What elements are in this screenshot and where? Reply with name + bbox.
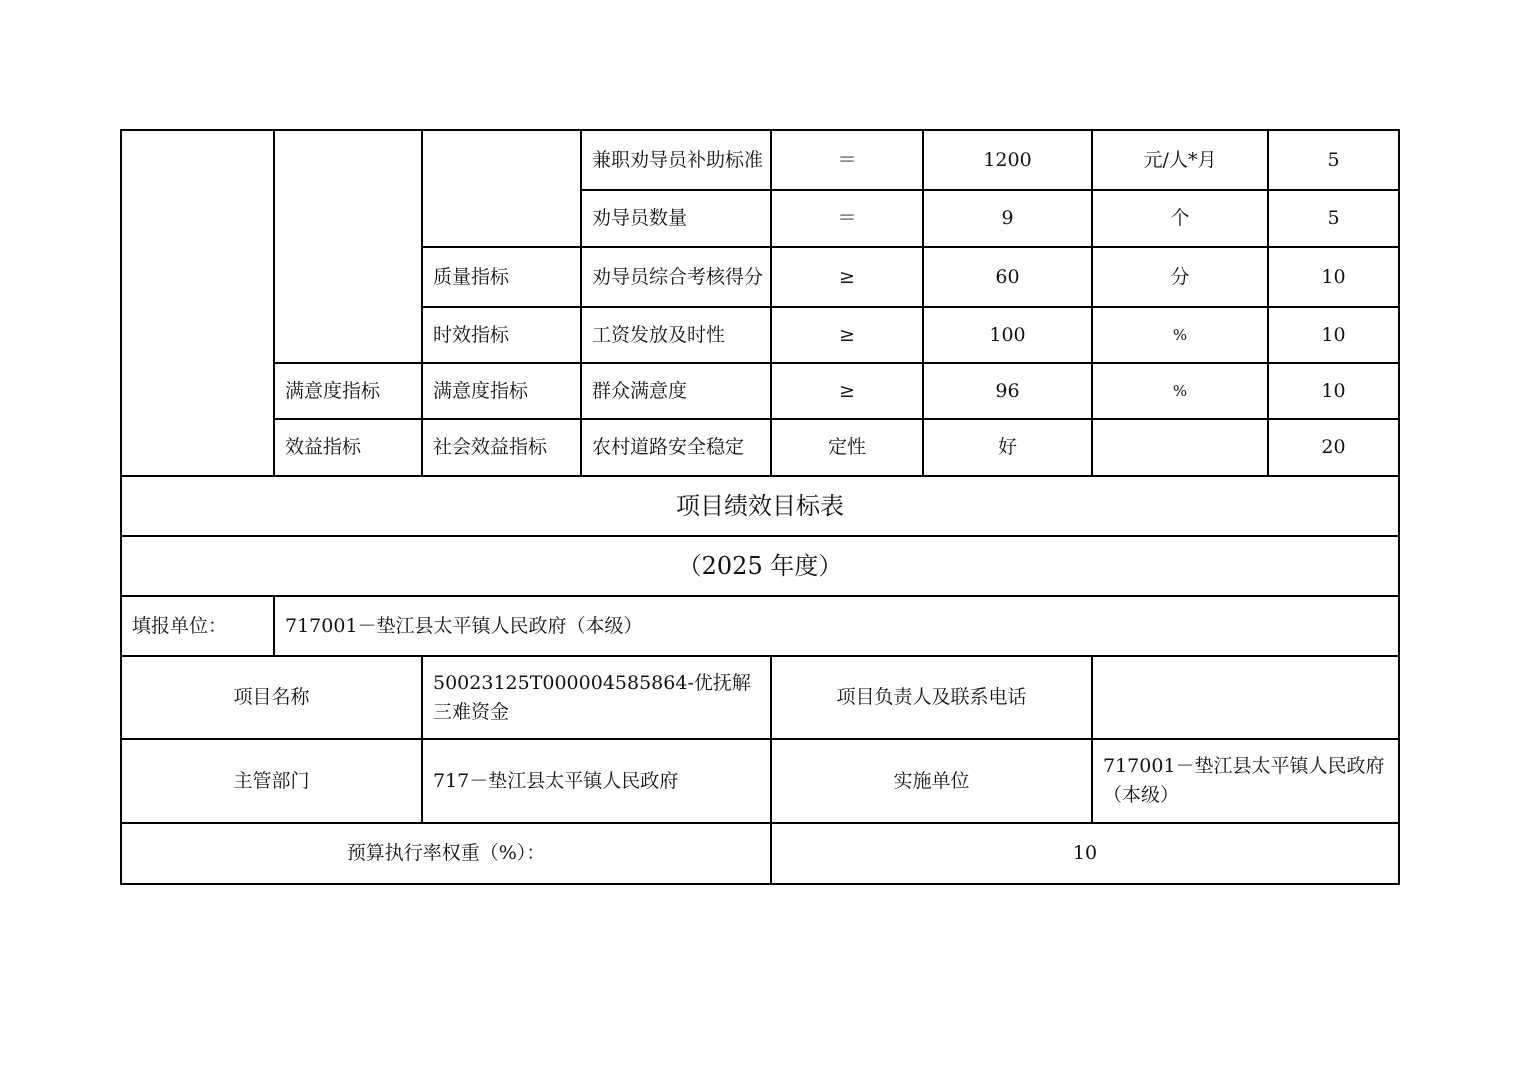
indicator-name-cell: 劝导员综合考核得分 (592, 265, 764, 288)
sub-indicator-cell: 质量指标 (433, 265, 510, 288)
category-cell: 满意度指标 (285, 379, 381, 402)
category-cell: 效益指标 (285, 436, 362, 458)
weight-cell: 10 (1321, 379, 1346, 402)
project-leader-label: 项目负责人及联系电话 (836, 686, 1027, 708)
project-leader-value (1093, 657, 1398, 738)
sub-indicator-cell: 时效指标 (433, 323, 510, 346)
table-title: 项目绩效目标表 (676, 491, 844, 520)
operator-cell: ＝ (837, 207, 857, 229)
weight-cell: 5 (1327, 148, 1340, 171)
operator-cell: ＝ (837, 148, 857, 171)
target-value-cell: 好 (997, 436, 1017, 458)
unit-cell: 元/人*月 (1143, 148, 1217, 171)
sub-indicator-cell: 社会效益指标 (433, 436, 548, 458)
weight-cell: 10 (1321, 265, 1346, 288)
target-value-cell: 9 (1001, 207, 1014, 229)
unit-cell (1093, 420, 1267, 475)
indicator-name-cell: 群众满意度 (592, 379, 688, 402)
operator-cell: ≥ (839, 379, 855, 402)
weight-cell: 20 (1321, 436, 1346, 458)
unit-cell: 个 (1170, 207, 1190, 229)
fill-unit-value: 717001－垫江县太平镇人民政府（本级） (285, 614, 643, 637)
dept-value: 717－垫江县太平镇人民政府 (433, 769, 679, 792)
impl-unit-label: 实施单位 (893, 769, 970, 792)
indicator-name-cell: 农村道路安全稳定 (592, 436, 745, 458)
impl-unit-value: 717001－垫江县太平镇人民政府（本级） (1103, 755, 1385, 806)
operator-cell: 定性 (827, 436, 866, 458)
target-value-cell: 1200 (983, 148, 1032, 171)
unit-cell: % (1172, 325, 1188, 344)
operator-cell: ≥ (839, 265, 855, 288)
performance-table (120, 129, 1400, 885)
indicator-name-cell: 工资发放及时性 (592, 323, 726, 346)
fill-unit-label: 填报单位： (132, 614, 228, 637)
table-border-right (1398, 129, 1400, 885)
target-value-cell: 60 (995, 265, 1020, 288)
indicator-name-cell: 兼职劝导员补助标准 (592, 148, 764, 171)
indicator-name-cell: 劝导员数量 (592, 207, 688, 229)
target-value-cell: 96 (995, 379, 1020, 402)
sub-indicator-cell: 满意度指标 (433, 379, 529, 402)
unit-cell: 分 (1170, 265, 1190, 288)
target-value-cell: 100 (989, 323, 1026, 346)
project-name-label: 项目名称 (233, 686, 310, 708)
weight-cell: 5 (1327, 207, 1340, 229)
dept-label: 主管部门 (233, 769, 310, 792)
unit-cell: % (1172, 381, 1188, 400)
budget-weight-label: 预算执行率权重（%）： (346, 842, 546, 864)
table-border-bottom (120, 883, 1400, 885)
operator-cell: ≥ (839, 323, 855, 346)
weight-cell: 10 (1321, 323, 1346, 346)
table-year: （2025 年度） (677, 551, 843, 580)
project-name-value: 50023125T000004585864-优抚解三难资金 (433, 671, 751, 723)
budget-weight-value: 10 (1072, 842, 1098, 864)
